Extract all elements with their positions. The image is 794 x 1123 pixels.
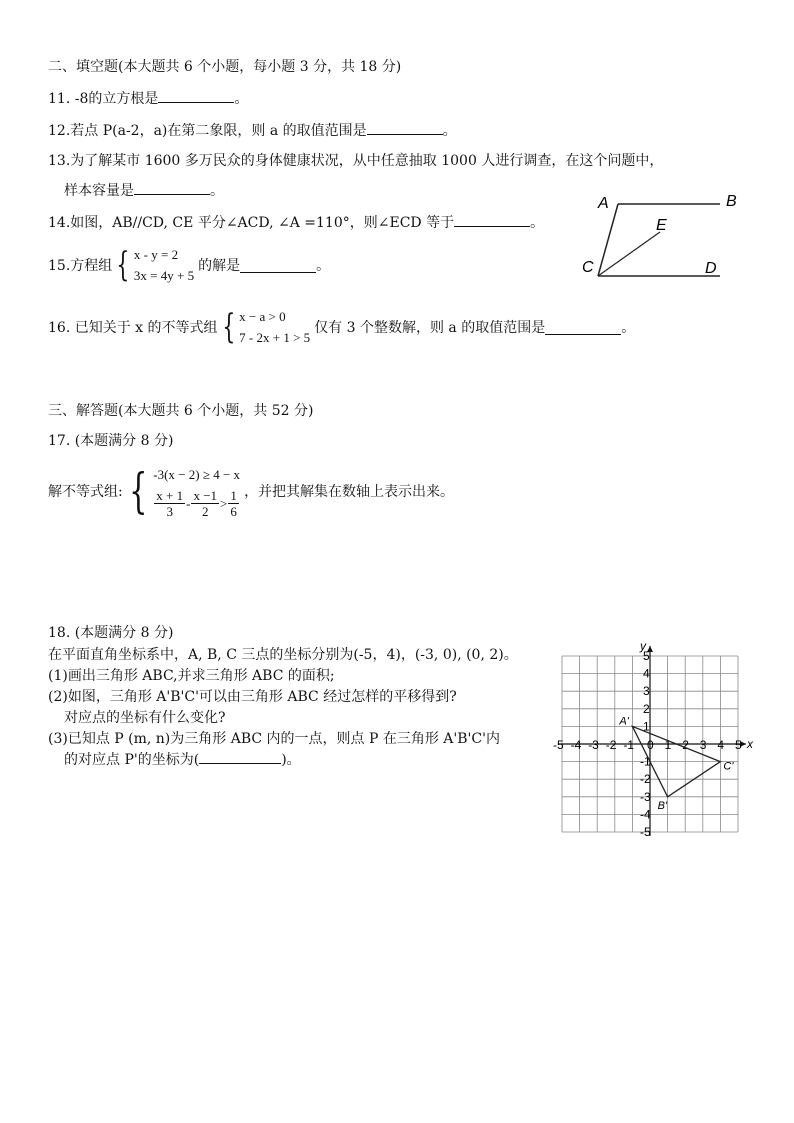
q18-line6 (64, 749, 301, 769)
q12-end: 。 (442, 123, 457, 139)
question-13-line2 (64, 180, 224, 200)
q14-text: 14.如图，AB//CD, CE 平分∠ACD, ∠A =110°，则∠ECD 等于 (48, 215, 455, 231)
q11-answer-blank[interactable] (158, 88, 234, 103)
frac2-num: x −1 (193, 488, 218, 503)
label-A-prime: A' (619, 715, 629, 728)
y-tick-label: 4 (643, 666, 650, 681)
q17-heading: 17. (本题满分 8 分) (48, 433, 174, 449)
frac3-num: 1 (230, 488, 237, 503)
q16-eq1: x − a > 0 (239, 309, 286, 324)
question-13-line1: 13.为了解某市 1600 多万民众的身体健康状况，从中任意抽取 1000 人进行调查，在这个问题中， (48, 153, 664, 169)
x-tick-label: 2 (682, 738, 689, 752)
q17-frac1 (154, 488, 185, 519)
frac1-den: 3 (166, 504, 173, 519)
q18-line5: (3)已知点 P (m, n)为三角形 ABC 内的一点，则点 P 在三角形 A'B'C'内 (48, 731, 500, 747)
q12-text: 12.若点 P(a-2，a)在第二象限，则 a 的取值范围是 (48, 123, 367, 139)
y-tick-label: 3 (643, 684, 650, 699)
q18-line2: (1)画出三角形 ABC,并求三角形 ABC 的面积; (48, 668, 335, 684)
x-axis-label: x (747, 737, 753, 751)
section-2-title: 二、填空题(本大题共 6 个小题，每小题 3 分，共 18 分) (48, 59, 402, 75)
q16-brace: { (221, 307, 235, 347)
q17-frac2 (191, 488, 219, 519)
q14-end: 。 (530, 215, 545, 231)
q18-answer-blank[interactable] (199, 749, 281, 764)
label-E: E (656, 217, 667, 234)
q16-text: 16. 已知关于 x 的不等式组 (48, 320, 218, 336)
q17-frac3 (228, 488, 239, 519)
q17-eq2 (153, 488, 240, 519)
x-tick-label: 0 (647, 738, 654, 752)
question-16 (48, 306, 635, 348)
q16-end: 。 (621, 320, 636, 336)
x-tick-label: -2 (605, 738, 617, 752)
q17-text: 解不等式组: (48, 483, 123, 500)
x-tick-label: -5 (553, 738, 564, 752)
x-tick-label: -1 (623, 738, 635, 752)
y-tick-label: -3 (640, 789, 651, 804)
q12-answer-blank[interactable] (367, 120, 443, 135)
q14-answer-blank[interactable] (454, 212, 530, 227)
x-tick-label: 4 (717, 738, 725, 752)
y-tick-label: -1 (640, 754, 651, 769)
question-11 (48, 88, 248, 108)
frac3-den: 6 (230, 504, 237, 519)
question-12 (48, 120, 457, 140)
q18-heading: 18. (本题满分 8 分) (48, 625, 174, 641)
question-15 (48, 244, 330, 286)
line-AC (598, 204, 618, 276)
q16-answer-blank[interactable] (545, 320, 621, 335)
q15-end: 。 (316, 258, 331, 274)
q17-instruction: ，并把其解集在数轴上表示出来。 (244, 483, 455, 500)
figure-14 (580, 188, 750, 284)
q15-eq2: 3x = 4y + 5 (133, 268, 195, 283)
y-axis-label: y (640, 639, 646, 653)
q18-p-text: 的对应点 P'的坐标为( (64, 752, 200, 768)
coordinate-grid (553, 632, 766, 839)
y-tick-label: -4 (640, 807, 651, 822)
q15-text: 15.方程组 (48, 258, 113, 274)
y-tick-label: -2 (640, 772, 651, 787)
q16-system (218, 306, 311, 348)
q11-end: 。 (234, 91, 249, 107)
q11-text: 11. -8的立方根是 (48, 91, 159, 107)
q18-line1: 在平面直角坐标系中，A, B, C 三点的坐标分别为(-5，4)，(-3, 0), (0, 2)。 (48, 647, 518, 663)
label-C-prime: C' (723, 760, 734, 773)
label-D: D (705, 260, 717, 277)
q15-system (112, 244, 194, 286)
question-14 (48, 212, 544, 232)
q16-mid: 仅有 3 个整数解，则 a 的取值范围是 (314, 320, 546, 336)
x-tick-label: 1 (664, 738, 672, 752)
section-3-title: 三、解答题(本大题共 6 个小题，共 52 分) (48, 403, 314, 419)
label-C: C (582, 259, 594, 276)
y-tick-label: 1 (643, 719, 650, 734)
label-B: B (726, 193, 737, 210)
q17-brace: { (128, 462, 148, 519)
q13-text: 样本容量是 (64, 183, 134, 199)
x-tick-label: -4 (570, 738, 582, 752)
q15-eq1: x - y = 2 (133, 247, 179, 262)
q17-system (123, 462, 240, 519)
x-tick-label: 5 (735, 738, 742, 752)
q17-minus: - (186, 495, 191, 511)
q15-mid: 的解是 (198, 258, 241, 274)
line-CE (598, 232, 660, 276)
y-tick-label: 2 (643, 701, 650, 716)
q15-brace: { (116, 245, 130, 285)
q13-end: 。 (210, 183, 224, 199)
q18-end: )。 (281, 752, 301, 768)
q15-answer-blank[interactable] (240, 258, 316, 273)
label-A: A (598, 195, 609, 212)
frac1-num: x + 1 (156, 488, 184, 503)
x-tick-label: 3 (699, 738, 707, 752)
q17-gt: > (220, 495, 228, 511)
y-tick-label: 5 (643, 649, 650, 663)
label-B-prime: B' (657, 799, 668, 812)
frac2-den: 2 (202, 504, 209, 519)
y-tick-label: -5 (640, 825, 651, 839)
q18-line4: 对应点的坐标有什么变化? (64, 710, 226, 726)
q16-eq2: 7 - 2x + 1 > 5 (239, 330, 311, 345)
q18-line3: (2)如图，三角形 A'B'C'可以由三角形 ABC 经过怎样的平移得到? (48, 689, 457, 705)
x-tick-label: -3 (588, 738, 599, 752)
q17-eq1: -3(x − 2) ≥ 4 − x (153, 467, 241, 482)
question-17 (48, 462, 454, 519)
q13-answer-blank[interactable] (134, 180, 210, 195)
